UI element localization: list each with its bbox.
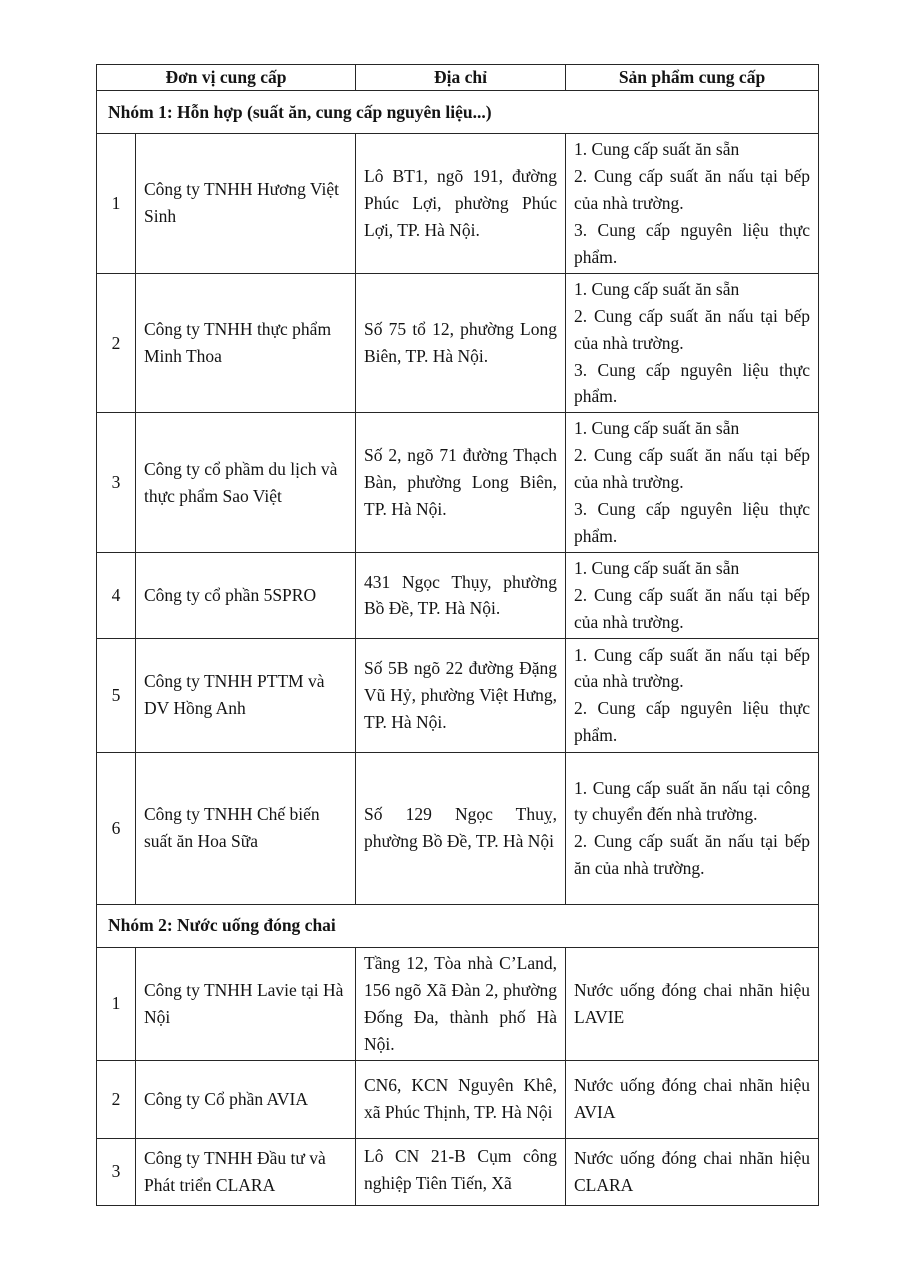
products-cell [566, 553, 819, 639]
table-header-row [97, 65, 819, 91]
table-row [97, 553, 819, 639]
product-item: Nước uống đóng chai nhãn hiệu CLARA [574, 1147, 810, 1195]
address-cell: Lô BT1, ngõ 191, đường Phúc Lợi, phường Phúc Lợi, TP. Hà Nội. [356, 134, 566, 274]
product-item: 3. Cung cấp nguyên liệu thực phẩm. [574, 359, 810, 407]
product-item: Nước uống đóng chai nhãn hiệu AVIA [574, 1075, 810, 1123]
company-cell: Công ty TNHH thực phẩm Minh Thoa [136, 273, 356, 413]
product-item: 1. Cung cấp suất ăn sẵn [574, 418, 740, 439]
product-item: 2. Cung cấp suất ăn nấu tại bếp của nhà trường. [574, 165, 810, 213]
table-row [97, 1138, 819, 1205]
group-title: Nhóm 2: Nước uống đóng chai [97, 904, 819, 947]
company-cell: Công ty cổ phầm du lịch và thực phẩm Sao Việt [136, 413, 356, 553]
product-item: 3. Cung cấp nguyên liệu thực phẩm. [574, 499, 810, 547]
address-cell: Số 5B ngõ 22 đường Đặng Vũ Hỷ, phường Việt Hưng, TP. Hà Nội. [356, 638, 566, 752]
row-number-cell: 4 [97, 553, 136, 639]
products-cell [566, 1060, 819, 1138]
product-item: 1. Cung cấp suất ăn sẵn [574, 139, 740, 159]
company-cell: Công ty TNHH PTTM và DV Hồng Anh [136, 638, 356, 752]
products-cell [566, 947, 819, 1060]
products-cell [566, 413, 819, 553]
address-cell: Số 75 tổ 12, phường Long Biên, TP. Hà Nội. [356, 273, 566, 413]
table-row [97, 134, 819, 274]
product-item: 1. Cung cấp suất ăn sẵn [574, 558, 740, 579]
address-cell: Lô CN 21-B Cụm công nghiệp Tiên Tiến, Xã [356, 1138, 566, 1205]
product-item: Nước uống đóng chai nhãn hiệu LAVIE [574, 979, 810, 1027]
supplier-table [96, 64, 819, 1206]
col-header-products: Sản phẩm cung cấp [566, 65, 819, 91]
address-cell: 431 Ngọc Thụy, phường Bồ Đề, TP. Hà Nội. [356, 553, 566, 639]
group-header-row [97, 904, 819, 947]
product-item: 1. Cung cấp suất ăn nấu tại công ty chuyển đến nhà trường. [574, 777, 810, 825]
company-cell: Công ty Cổ phần AVIA [136, 1060, 356, 1138]
col-header-address: Địa chỉ [356, 65, 566, 91]
products-cell [566, 1138, 819, 1205]
product-item: 1. Cung cấp suất ăn sẵn [574, 278, 740, 299]
products-cell [566, 134, 819, 274]
company-cell: Công ty TNHH Lavie tại Hà Nội [136, 947, 356, 1060]
table-row [97, 947, 819, 1060]
products-cell [566, 273, 819, 413]
products-cell [566, 638, 819, 752]
company-cell: Công ty TNHH Hương Việt Sinh [136, 134, 356, 274]
row-number-cell: 2 [97, 1060, 136, 1138]
table-row [97, 273, 819, 413]
product-item: 3. Cung cấp nguyên liệu thực phẩm. [574, 219, 810, 267]
product-item: 2. Cung cấp suất ăn nấu tại bếp của nhà trường. [574, 585, 810, 632]
product-item: 1. Cung cấp suất ăn nấu tại bếp của nhà trường. [574, 644, 810, 692]
row-number-cell: 5 [97, 638, 136, 752]
group-header-row [97, 91, 819, 134]
product-item: 2. Cung cấp suất ăn nấu tại bếp của nhà trường. [574, 445, 810, 493]
row-number-cell: 1 [97, 947, 136, 1060]
row-number-cell: 2 [97, 273, 136, 413]
address-cell: Tầng 12, Tòa nhà C’Land, 156 ngõ Xã Đàn 2, phường Đống Đa, thành phố Hà Nội. [356, 947, 566, 1060]
table-row [97, 413, 819, 553]
group-title: Nhóm 1: Hỗn hợp (suất ăn, cung cấp nguyên liệu...) [97, 91, 819, 134]
row-number-cell: 6 [97, 752, 136, 904]
table-row [97, 638, 819, 752]
address-cell: Số 129 Ngọc Thuỵ, phường Bồ Đề, TP. Hà Nội [356, 752, 566, 904]
company-cell: Công ty TNHH Đầu tư và Phát triển CLARA [136, 1138, 356, 1205]
product-item: 2. Cung cấp suất ăn nấu tại bếp ăn của nhà trường. [574, 831, 810, 879]
table-row [97, 752, 819, 904]
company-cell: Công ty TNHH Chế biến suất ăn Hoa Sữa [136, 752, 356, 904]
table-row [97, 1060, 819, 1138]
address-cell: Số 2, ngõ 71 đường Thạch Bàn, phường Long Biên, TP. Hà Nội. [356, 413, 566, 553]
product-item: 2. Cung cấp suất ăn nấu tại bếp của nhà trường. [574, 305, 810, 353]
products-cell [566, 752, 819, 904]
row-number-cell: 1 [97, 134, 136, 274]
company-cell: Công ty cổ phần 5SPRO [136, 553, 356, 639]
row-number-cell: 3 [97, 1138, 136, 1205]
row-number-cell: 3 [97, 413, 136, 553]
col-header-supplier: Đơn vị cung cấp [97, 65, 356, 91]
address-cell: CN6, KCN Nguyên Khê, xã Phúc Thịnh, TP. Hà Nội [356, 1060, 566, 1138]
product-item: 2. Cung cấp nguyên liệu thực phẩm. [574, 698, 810, 746]
